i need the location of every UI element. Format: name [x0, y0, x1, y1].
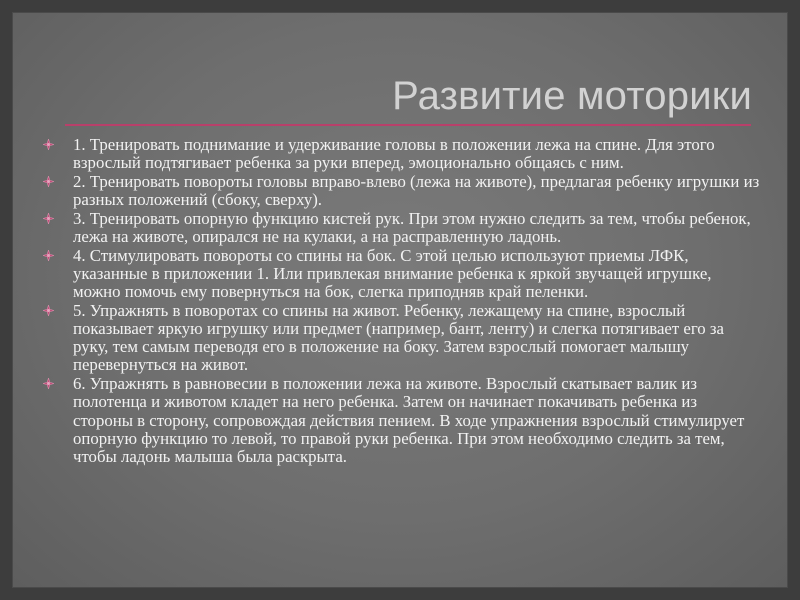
- list-item: [40, 210, 760, 246]
- list-item-text: 3. Тренировать опорную функцию кистей рук. При этом нужно следить за тем, чтобы ребенок, лежа на животе, опирался не на кулаки, а на расправленную ладонь.: [73, 208, 751, 247]
- pink-star-bullet-icon: [43, 139, 54, 150]
- list-item: [40, 173, 760, 209]
- pink-star-bullet-icon: [43, 213, 54, 224]
- list-item-text: 5. Упражнять в поворотах со спины на живот. Ребенку, лежащему на спине, взрослый показывает яркую игрушку или предмет (например, бант, ленту) и слегка потягивает его за руку, тем самым переводя его в положение на боку. Затем взрослый помогает малышу перевернуться на живот.: [73, 300, 724, 375]
- pink-star-bullet-icon: [43, 250, 54, 261]
- list-item: [40, 136, 760, 172]
- pink-star-bullet-icon: [43, 305, 54, 316]
- list-item-text: 4. Стимулировать повороты со спины на бок. С этой целью используют приемы ЛФК, указанные в приложении 1. Или привлекая внимание ребенка к яркой звучащей игрушке, можно помочь ему повернуться на бок, слегка приподняв край пеленки.: [73, 245, 712, 302]
- list-item: [40, 375, 760, 466]
- pink-star-bullet-icon: [43, 378, 54, 389]
- pink-star-bullet-icon: [43, 176, 54, 187]
- slide-title: Развитие моторики: [392, 74, 752, 118]
- list-item-text: 6. Упражнять в равновесии в положении лежа на животе. Взрослый скатывает валик из полотенца и животом кладет на него ребенка. Затем он начинает покачивать ребенка из стороны в сторону, сопровождая действия пением. В ходе упражнения взрослый стимулирует опорную функцию то левой, то правой руки ребенка. При этом необходимо следить за тем, чтобы ладонь малыша была раскрыта.: [73, 374, 745, 466]
- list-item: [40, 302, 760, 375]
- list-item-text: 1. Тренировать поднимание и удерживание головы в положении лежа на спине. Для этого взрослый подтягивает ребенка за руки вперед, эмоционально общаясь с ним.: [73, 135, 715, 173]
- list-item-text: 2. Тренировать повороты головы вправо-влево (лежа на животе), предлагая ребенку игрушки из разных положений (сбоку, сверху).: [73, 171, 760, 210]
- list-item: [40, 247, 760, 302]
- bullet-list: [40, 136, 760, 467]
- title-underline: [65, 124, 751, 126]
